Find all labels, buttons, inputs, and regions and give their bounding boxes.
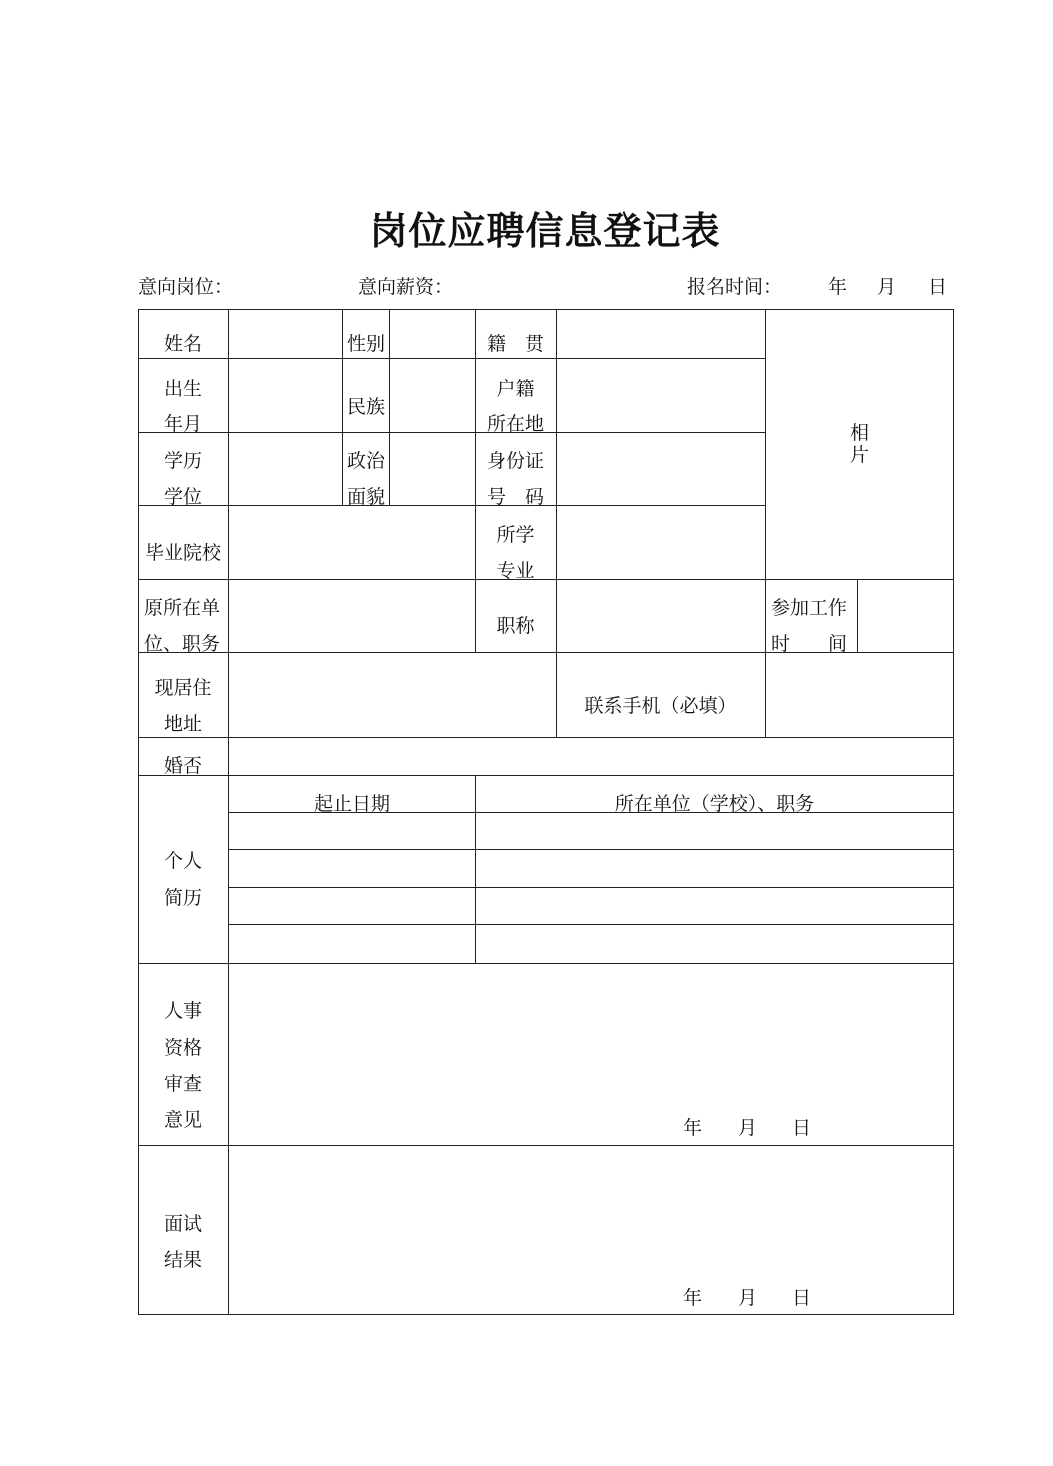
address-label-line1: 现居住 [154, 677, 212, 699]
resume-col-unit: 所在单位（学校）、职务 [614, 793, 815, 812]
salary-label: 意向薪资： [358, 276, 454, 298]
prev-unit-label-line1: 原所在单 [144, 597, 221, 619]
signup-month: 月 [877, 276, 897, 298]
birth-label-line1: 出生 [163, 378, 202, 400]
review-label-line3: 审查 [163, 1073, 202, 1095]
education-label-line2: 学位 [163, 486, 202, 505]
ethnicity-label: 民族 [347, 396, 386, 418]
native-place-label: 籍 贯 [486, 333, 544, 355]
phone-label: 联系手机（必填） [584, 695, 737, 717]
prev-unit-label-line2: 位、职务 [144, 633, 221, 652]
education-label-line1: 学历 [163, 450, 202, 472]
review-label-line4: 意见 [163, 1109, 202, 1131]
resume-col-dates: 起止日期 [313, 793, 390, 812]
review-year: 年 [683, 1117, 703, 1139]
resume-label-line2: 简历 [163, 887, 202, 909]
household-label-line1: 户籍 [496, 378, 535, 400]
photo-label-line1: 相 [849, 422, 869, 444]
resume-label-line1: 个人 [163, 850, 202, 872]
household-label-line2: 所在地 [486, 413, 544, 432]
work-start-label-line1: 参加工作 [771, 597, 848, 619]
id-number-label-line1: 身份证 [486, 450, 544, 472]
gender-label: 性别 [347, 333, 386, 355]
page-title: 岗位应聘信息登记表 [369, 209, 721, 253]
position-label: 意向岗位： [138, 276, 234, 298]
interview-year: 年 [683, 1287, 703, 1309]
review-month: 月 [738, 1117, 758, 1139]
photo-placeholder [766, 422, 953, 466]
major-label-line1: 所学 [496, 524, 535, 546]
interview-month: 月 [738, 1287, 758, 1309]
signup-day: 日 [928, 276, 948, 298]
id-number-label-line2: 号 码 [486, 486, 544, 505]
name-label: 姓名 [163, 333, 202, 355]
birth-label-line2: 年月 [163, 413, 202, 432]
signup-year: 年 [828, 276, 848, 298]
photo-label-line2: 片 [849, 444, 869, 466]
interview-label-line2: 结果 [163, 1249, 202, 1271]
work-start-label-line2: 时 间 [771, 633, 848, 652]
political-label-line1: 政治 [347, 450, 386, 472]
signup-date-label: 报名时间： [687, 276, 783, 298]
school-label: 毕业院校 [144, 542, 221, 564]
review-day: 日 [792, 1117, 812, 1139]
marital-label: 婚否 [163, 755, 202, 775]
major-label-line2: 专业 [496, 560, 535, 579]
review-label-line2: 资格 [163, 1037, 202, 1059]
address-label-line2: 地址 [163, 713, 202, 735]
political-label-line2: 面貌 [347, 486, 386, 505]
title-rank-label: 职称 [496, 615, 535, 637]
interview-day: 日 [792, 1287, 812, 1309]
review-label-line1: 人事 [163, 1000, 202, 1022]
interview-label-line1: 面试 [163, 1213, 202, 1235]
